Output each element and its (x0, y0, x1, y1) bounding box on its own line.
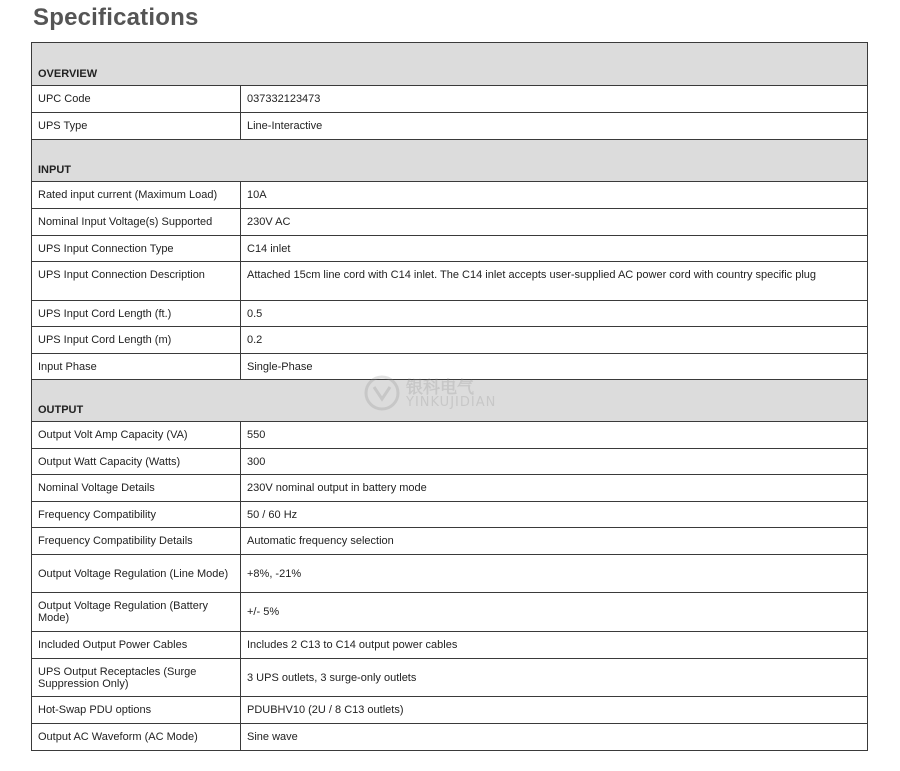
table-row (32, 593, 868, 632)
spec-value: C14 inlet (241, 236, 868, 262)
spec-value: Includes 2 C13 to C14 output power cables (241, 632, 868, 659)
spec-label: UPS Input Cord Length (m) (32, 327, 241, 354)
table-row (32, 422, 868, 449)
section-header-overview (32, 43, 868, 86)
table-row (32, 113, 868, 140)
spec-value: 037332123473 (241, 86, 868, 113)
spec-value: Single-Phase (241, 354, 868, 380)
spec-label: Output Volt Amp Capacity (VA) (32, 422, 241, 449)
spec-label: Nominal Input Voltage(s) Supported (32, 209, 241, 236)
spec-label: Rated input current (Maximum Load) (32, 182, 241, 209)
spec-value: 0.2 (241, 327, 868, 354)
table-row (32, 632, 868, 659)
watermark-brand-zh: 银科电气 (406, 378, 474, 398)
spec-label: Output Voltage Regulation (Line Mode) (32, 555, 241, 593)
table-row (32, 86, 868, 113)
section-heading: OVERVIEW (32, 43, 868, 86)
spec-value: +8%, -21% (241, 555, 868, 593)
section-header-input (32, 140, 868, 182)
section-heading: OUTPUT (32, 380, 868, 422)
spec-value: Line-Interactive (241, 113, 868, 140)
spec-label: Output Voltage Regulation (Battery Mode) (32, 593, 241, 632)
specifications-table (31, 42, 868, 751)
spec-value: 0.5 (241, 301, 868, 327)
spec-label: Input Phase (32, 354, 241, 380)
spec-value: 50 / 60 Hz (241, 502, 868, 528)
table-row (32, 528, 868, 555)
spec-value: 230V AC (241, 209, 868, 236)
spec-label: UPS Input Connection Type (32, 236, 241, 262)
spec-label: Frequency Compatibility Details (32, 528, 241, 555)
spec-value: 3 UPS outlets, 3 surge-only outlets (241, 659, 868, 697)
page-title: Specifications (33, 4, 199, 31)
spec-label: UPC Code (32, 86, 241, 113)
spec-label: Hot-Swap PDU options (32, 697, 241, 724)
table-row (32, 502, 868, 528)
table-row (32, 209, 868, 236)
spec-value: 550 (241, 422, 868, 449)
spec-value: +/- 5% (241, 593, 868, 632)
spec-label: UPS Input Connection Description (32, 262, 241, 301)
table-row (32, 301, 868, 327)
spec-label: Included Output Power Cables (32, 632, 241, 659)
table-row (32, 182, 868, 209)
spec-value: 230V nominal output in battery mode (241, 475, 868, 502)
spec-label: UPS Type (32, 113, 241, 140)
spec-label: Frequency Compatibility (32, 502, 241, 528)
spec-value: Sine wave (241, 724, 868, 751)
spec-label: UPS Output Receptacles (Surge Suppression Only) (32, 659, 241, 697)
spec-label: Output Watt Capacity (Watts) (32, 449, 241, 475)
section-header-output (32, 380, 868, 422)
table-row (32, 555, 868, 593)
spec-value: 10A (241, 182, 868, 209)
table-row (32, 354, 868, 380)
table-row (32, 236, 868, 262)
table-row (32, 327, 868, 354)
table-row (32, 449, 868, 475)
table-row (32, 697, 868, 724)
watermark-brand-en: YINKUJIDIAN (406, 395, 497, 410)
spec-label: Output AC Waveform (AC Mode) (32, 724, 241, 751)
spec-value: Attached 15cm line cord with C14 inlet. The C14 inlet accepts user-supplied AC power cord with country specific plug (241, 262, 868, 301)
spec-value: Automatic frequency selection (241, 528, 868, 555)
table-row (32, 475, 868, 502)
spec-value: PDUBHV10 (2U / 8 C13 outlets) (241, 697, 868, 724)
spec-label: Nominal Voltage Details (32, 475, 241, 502)
section-heading: INPUT (32, 140, 868, 182)
table-row (32, 724, 868, 751)
spec-value: 300 (241, 449, 868, 475)
spec-label: UPS Input Cord Length (ft.) (32, 301, 241, 327)
table-row (32, 659, 868, 697)
table-row (32, 262, 868, 301)
